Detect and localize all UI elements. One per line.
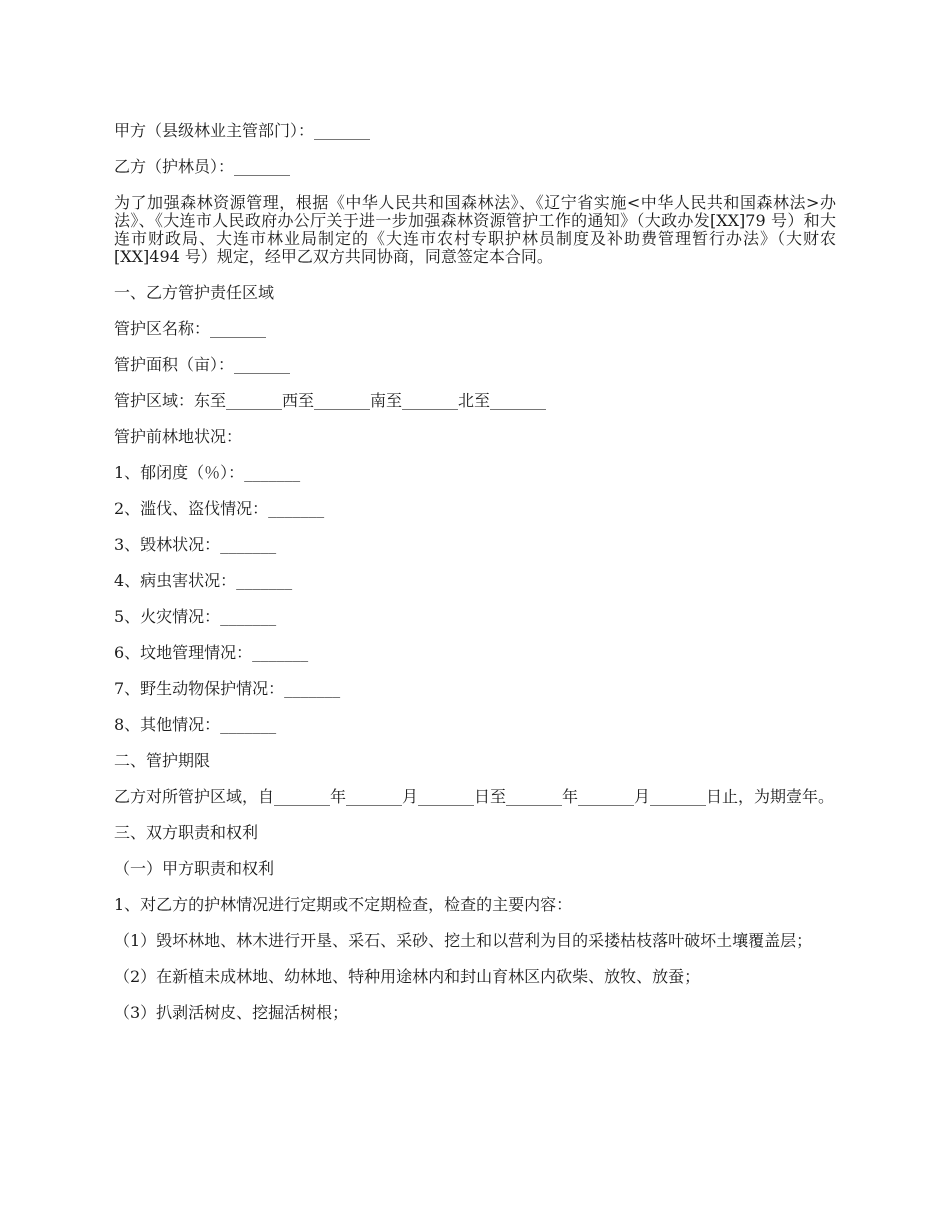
status-item: 2、滥伐、盗伐情况：_______: [114, 499, 325, 518]
section1-heading: 一、乙方管护责任区域: [114, 283, 275, 302]
boundaries-line: 管护区域：东至_______西至_______南至_______北至_______: [114, 391, 547, 410]
section2-heading: 二、管护期限: [114, 751, 211, 770]
clause-item: （2）在新植未成林地、幼林地、特种用途林内和封山育林区内砍柴、放牧、放蚕；: [114, 967, 701, 986]
term-paragraph: 乙方对所管护区域，自_______年_______月_______日至_______年_______月_______日止，为期壹年。: [114, 787, 835, 806]
area-name-line: 管护区名称：_______: [114, 319, 267, 338]
subsection-heading: （一）甲方职责和权利: [114, 859, 275, 878]
clause-item: （3）扒剥活树皮、挖掘活树根；: [114, 1003, 349, 1022]
party-a-line: 甲方（县级林业主管部门）：_______: [114, 121, 371, 140]
inspection-item: 1、对乙方的护林情况进行定期或不定期检查，检查的主要内容：: [114, 895, 573, 914]
area-size-line: 管护面积（亩）：_______: [114, 355, 291, 374]
status-heading: 管护前林地状况：: [114, 427, 243, 446]
preamble-paragraph: 为了加强森林资源管理，根据《中华人民共和国森林法》、《辽宁省实施<中华人民共和国森林法>办法》、《大连市人民政府办公厅关于进一步加强森林资源管护工作的通知》（大政办发[XX]79 号）和大连市财政局、大连市林业局制定的《大连市农村专职护林员制度及补助费管理暂行办法》（大财农[XX]494 号）规定，经甲乙双方共同协商，同意签定本合同。: [114, 193, 836, 266]
status-item: 5、火灾情况：_______: [114, 607, 277, 626]
clause-item: （1）毁坏林地、林木进行开垦、采石、采砂、挖土和以营利为目的采搂枯枝落叶破坏土壤覆盖层；: [114, 931, 813, 950]
status-item: 8、其他情况：_______: [114, 715, 277, 734]
status-item: 6、坟地管理情况：_______: [114, 643, 309, 662]
party-b-line: 乙方（护林员）：_______: [114, 157, 291, 176]
section3-heading: 三、双方职责和权利: [114, 823, 259, 842]
status-item: 4、病虫害状况：_______: [114, 571, 293, 590]
status-item: 7、野生动物保护情况：_______: [114, 679, 341, 698]
contract-document: [114, 122, 836, 1040]
status-item: 3、毁林状况：_______: [114, 535, 277, 554]
status-item: 1、郁闭度（％）：_______: [114, 463, 301, 482]
